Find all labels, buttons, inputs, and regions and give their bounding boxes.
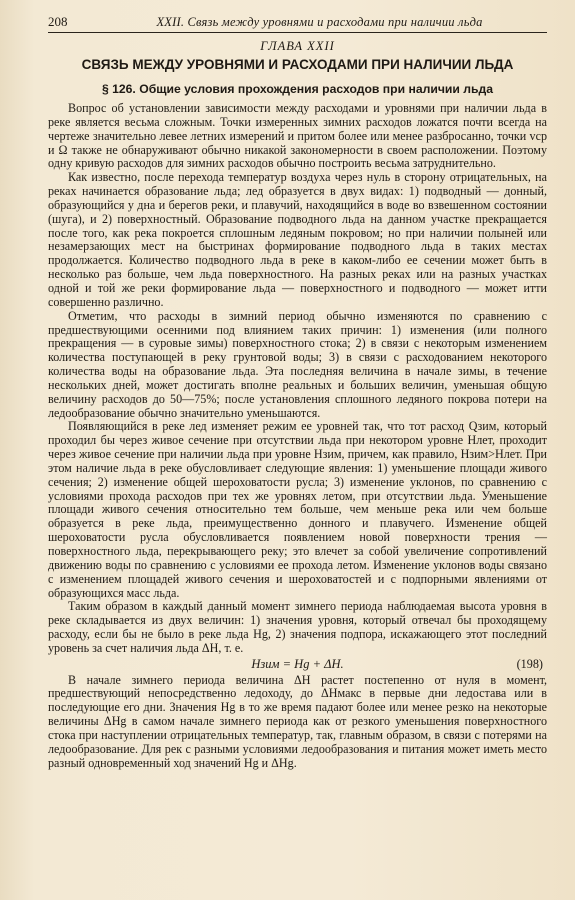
paragraph: Вопрос об установлении зависимости между расходами и уровнями при наличии льда в реке является весьма сложным. Точки измеренных зимних расходов ложатся почти всегда на чертеже значительно левее летних измерений и притом более или менее разбросанно, точки vср и Ω также не обнаруживают обычно никакой закономерности в своем расположении. Поэтому одну кривую расходов для зимних расходов обычно построить весьма затруднительно. (48, 101, 547, 171)
running-title: XXII. Связь между уровнями и расходами при наличии льда (156, 15, 483, 29)
equation-text: Hзим = Hg + ΔH. (251, 656, 344, 671)
paragraph: Появляющийся в реке лед изменяет режим ее уровней так, что тот расход Qзим, который проходил бы через живое сечение при отсутствии льда при некотором уровне Hлет, проходит через живое сечение при наличии льда при уровне Hзим, причем, как правило, Hзим>Hлет. При этом наличие льда в реке обусловливает следующие явления: 1) уменьшение площади живого сечения; 2) изменение общей шероховатости русла; 3) изменение уклонов, по сравнению с условиями прохода расходов при тех же уровнях летом, при отсутствии льда. Уменьшение площади живого сечения относительно тем больше, чем меньше река или чем больше образуется в реке льда, преимущественно донного и плавучего. Изменение общей шероховатости русла обусловливается появлением новой поверхности трения — поверхностного льда, перекрывающего реку; это влечет за собой увеличение сопротивлений движению воды по сравнению с условиями ее прохода летом. Изменение уклонов воды связано с изменением площадей живого сечения и шероховатостей и с подпорными явлениями от образующихся масс льда. (48, 419, 547, 600)
equation-number: (198) (516, 656, 543, 671)
equation-198 (48, 658, 547, 672)
paragraph: Таким образом в каждый данный момент зимнего периода наблюдаемая высота уровня в реке складывается из двух величин: 1) значения уровня, который отвечал бы проходящему расходу, если бы не было в реке льда Hg, 2) значения подпора, искажающего этот последний уровень за счет наличия льда ΔH, т. е. (48, 599, 547, 655)
paragraph: Отметим, что расходы в зимний период обычно изменяются по сравнению с предшествующими осенними под влиянием таких причин: 1) изменения (или полного прекращения — в суровые зимы) поверхностного стока; 2) в связи с некоторым изменением количества поступающей в реку грунтовой воды; 3) в связи с расходованием некоторого количества воды на образование льда. Эта последняя величина в начале зимы, в течение нескольких дней, может достигать вполне реальных и больших величин, уменьшая общую величину расходов до 50—75%; после установления сплошного ледяного покрова потери на ледообразование обычно значительно уменьшаются. (48, 308, 547, 420)
body-text (48, 102, 547, 771)
section-title: § 126. Общие условия прохождения расходов при наличии льда (101, 82, 494, 96)
running-header (48, 14, 547, 33)
paragraph: В начале зимнего периода величина ΔH растет постепенно от нуля в момент, предшествующий непосредственно ледоходу, до ΔHмакс в первые дни ледостава или в последующие его дни. Значения Hg в то же время падают более или менее резко на некоторые величины ΔHg в самом начале зимнего периода как от резкого уменьшения поверхностного стока при наступлении отрицательных температур, так, главным образом, в связи с потерями на ледообразование. Для рек с разными условиями ледообразования и питания может иметь место разный одновременный ход значений Hg и ΔHg. (48, 672, 547, 770)
chapter-title: СВЯЗЬ МЕЖДУ УРОВНЯМИ И РАСХОДАМИ ПРИ НАЛИЧИИ ЛЬДА (81, 57, 514, 72)
page-number: 208 (48, 14, 68, 29)
paragraph: Как известно, после перехода температур воздуха через нуль в сторону отрицательных, на реках начинается образование льда; лед образуется в двух видах: 1) подводный — донный, образующийся у дна и берегов реки, и плавучий, находящийся в воде во взвешенном состоянии (шуга), и 2) поверхностный. Образование подводного льда на данном участке прекращается после того, как река покроется сплошным ледяным покровом; но при наличии полыней или незамерзающих мест на быстринах формирование подводного льда в таких местах продолжается. Количество подводного льда в реке в каком-либо ее сечении может быть в несколько раз больше, чем льда поверхностного. На разных реках или на разных участках одной и той же реки формирование льда — поверхностного и подводного — может итти совершенно различно. (48, 170, 547, 309)
chapter-label: ГЛАВА XXII (260, 39, 335, 53)
